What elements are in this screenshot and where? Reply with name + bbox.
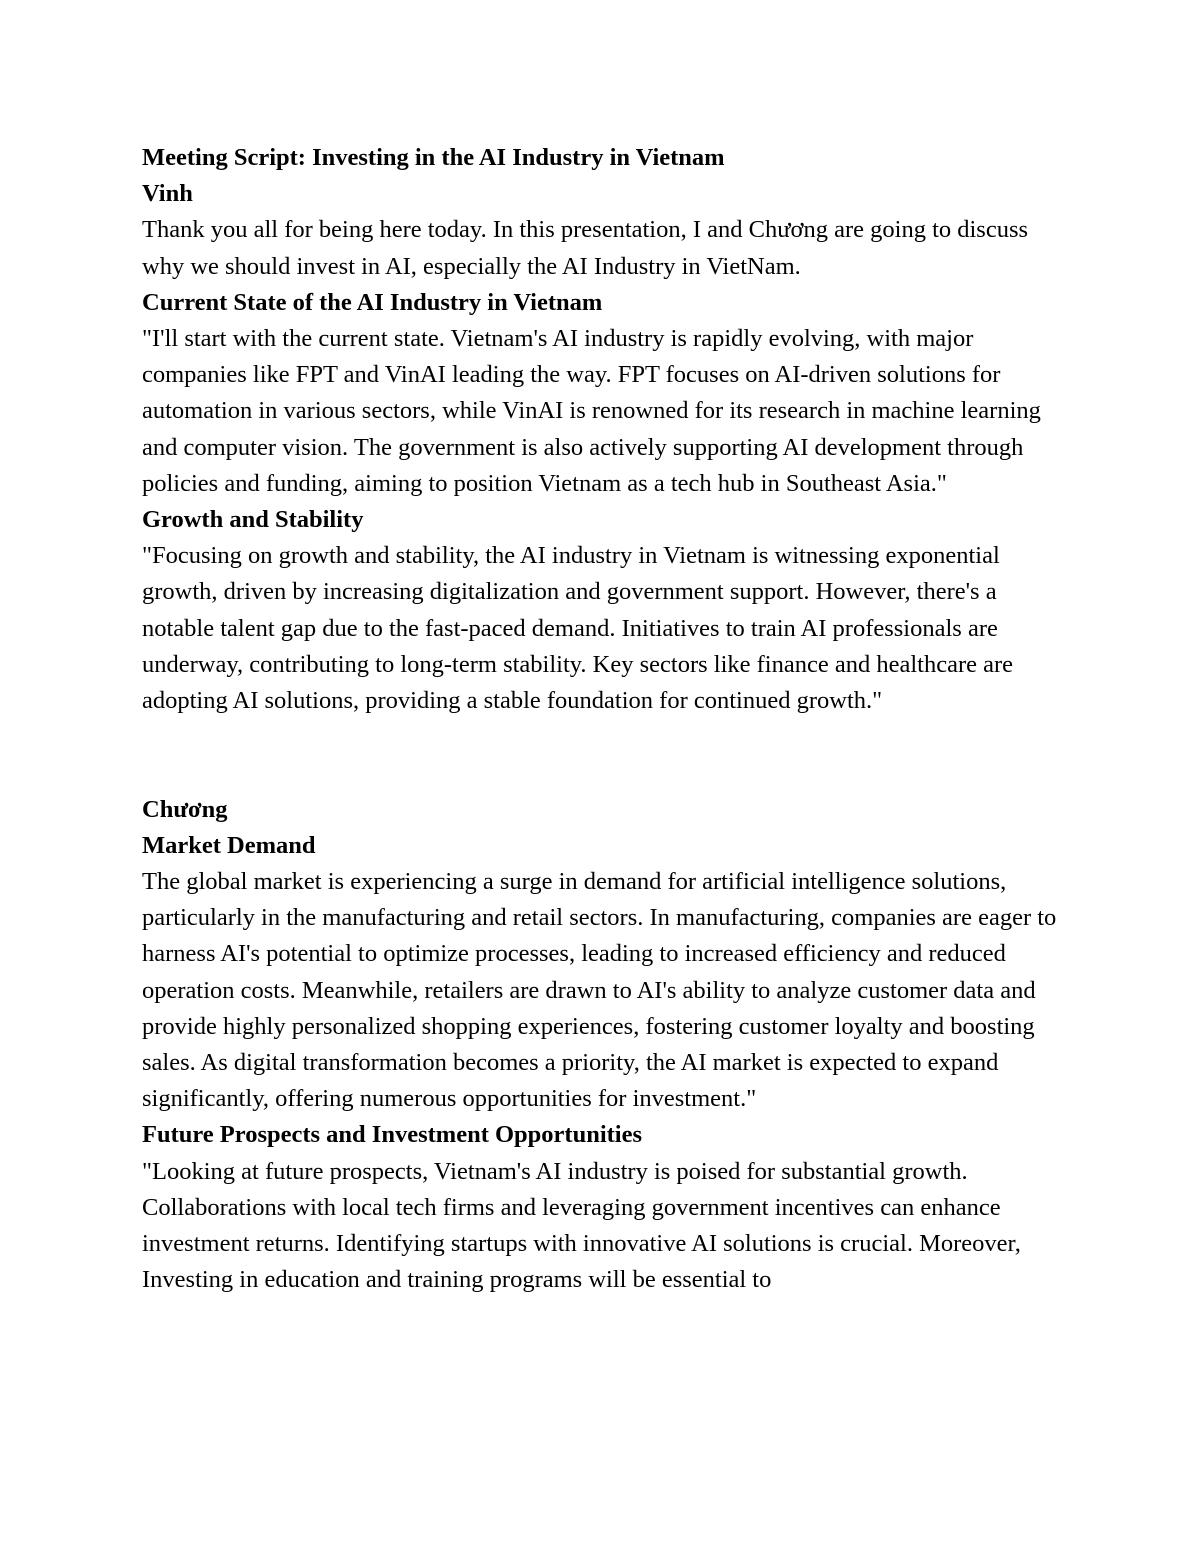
section-body-market-demand: The global market is experiencing a surge in demand for artificial intelligence solutions, particularly in the manufacturing and retail sectors. In manufacturing, companies are eager to harness AI's potential to optimize processes, leading to increased efficiency and reduced operation costs. Meanwhile, retailers are drawn to AI's ability to analyze customer data and provide highly personalized shopping experiences, fostering customer loyalty and boosting sales. As digital transformation becomes a priority, the AI market is expected to expand significantly, offering numerous opportunities for investment." bbox=[142, 868, 1057, 1113]
section-body-future-prospects: "Looking at future prospects, Vietnam's AI industry is poised for substantial growth. Collaborations with local tech firms and leveraging government incentives can enhance investment returns. Identifying startups with innovative AI solutions is crucial. Moreover, Investing in education and training programs will be essential to bbox=[142, 1157, 1021, 1294]
section-heading-future-prospects: Future Prospects and Investment Opportunities bbox=[142, 1121, 643, 1149]
section-body-growth-stability: "Focusing on growth and stability, the AI industry in Vietnam is witnessing exponential growth, driven by increasing digitalization and government support. However, there's a notable talent gap due to the fast-paced demand. Initiatives to train AI professionals are underway, contributing to long-term stability. Key sectors like finance and healthcare are adopting AI solutions, providing a stable foundation for continued growth." bbox=[142, 542, 1014, 715]
paragraph-spacer bbox=[142, 719, 1072, 791]
section-heading-current-state: Current State of the AI Industry in Vietnam bbox=[142, 288, 603, 316]
speaker-name-chuong: Chương bbox=[142, 795, 228, 823]
section-heading-growth-stability: Growth and Stability bbox=[142, 506, 364, 534]
section-body-current-state: "I'll start with the current state. Vietnam's AI industry is rapidly evolving, with major companies like FPT and VinAI leading the way. FPT focuses on AI-driven solutions for automation in various sectors, while VinAI is renowned for its research in machine learning and computer vision. The government is also actively supporting AI development through policies and funding, aiming to position Vietnam as a tech hub in Southeast Asia." bbox=[142, 325, 1041, 497]
section-heading-market-demand: Market Demand bbox=[142, 831, 316, 859]
document-title: Meeting Script: Investing in the AI Industry in Vietnam bbox=[142, 144, 725, 171]
intro-paragraph: Thank you all for being here today. In this presentation, I and Chương are going to discuss why we should invest in AI, especially the AI Industry in VietNam. bbox=[142, 216, 1029, 280]
speaker-name-vinh: Vinh bbox=[142, 180, 193, 208]
document-body bbox=[142, 140, 1072, 1298]
